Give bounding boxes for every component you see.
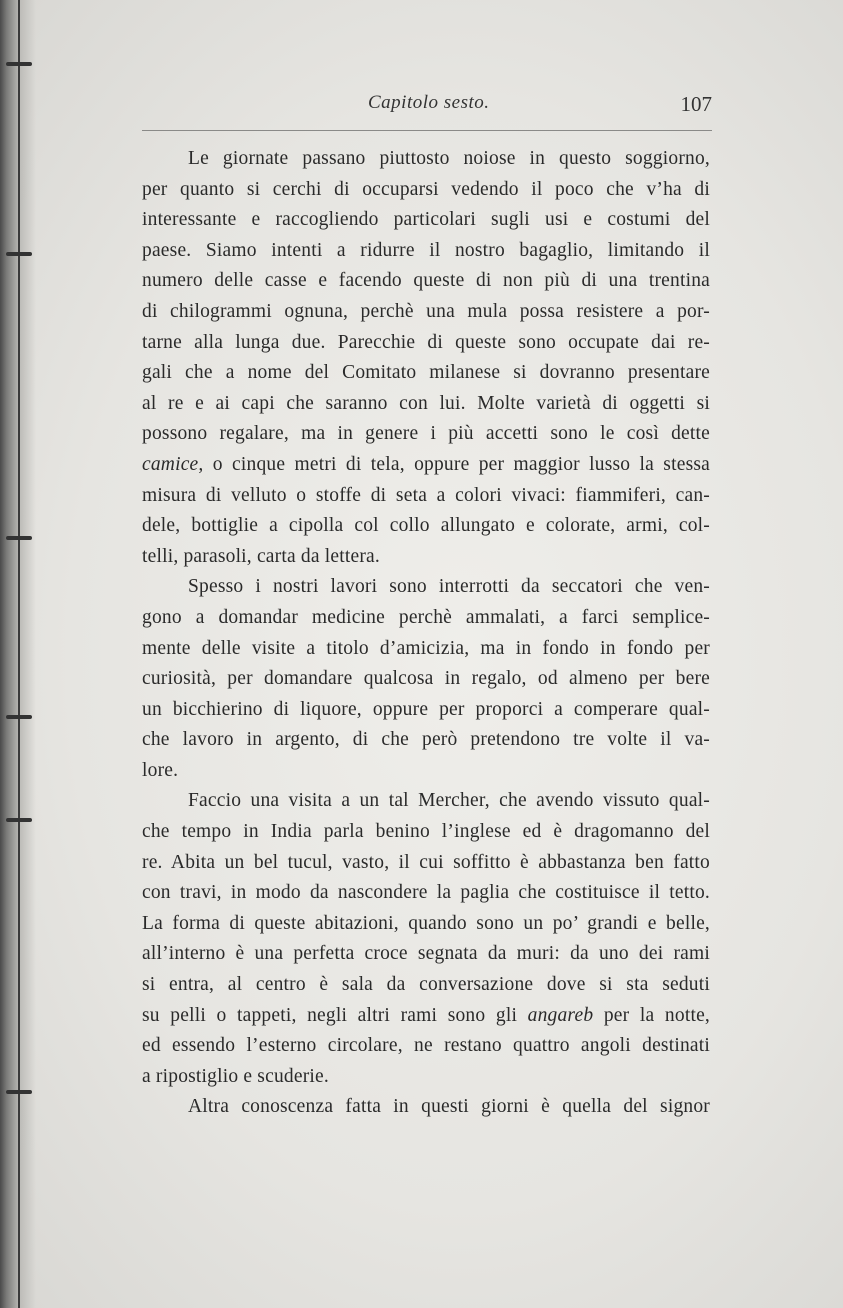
- text-line: misura di velluto o stoffe di seta a colori vivaci: fiammiferi, can-: [142, 484, 710, 506]
- text-line: re. Abita un bel tucul, vasto, il cui soffitto è abbastanza ben fatto: [142, 851, 710, 873]
- binding-stitch-mark: [6, 252, 32, 256]
- text-line: mente delle visite a titolo d’amicizia, ma in fondo in fondo per: [142, 637, 710, 659]
- text-line: Le giornate passano piuttosto noiose in questo soggiorno,: [188, 148, 710, 169]
- page-number: 107: [680, 92, 712, 116]
- body-text: [142, 144, 710, 1123]
- text-line: dele, bottiglie a cipolla col collo allungato e colorate, armi, col-: [142, 515, 710, 537]
- text-line: un bicchierino di liquore, oppure per proporci a comperare qual-: [142, 698, 710, 720]
- text-line: con travi, in modo da nascondere la paglia che costituisce il tetto.: [142, 882, 710, 904]
- text-line: lore.: [142, 759, 179, 781]
- text-line: per quanto si cerchi di occuparsi vedendo il poco che v’ha di: [142, 178, 710, 200]
- text-line: camice, o cinque metri di tela, oppure per maggior lusso la stessa: [142, 453, 710, 475]
- text-line: gono a domandar medicine perchè ammalati, a farci semplice-: [142, 606, 710, 628]
- text-line: curiosità, per domandare qualcosa in regalo, od almeno per bere: [142, 668, 710, 690]
- binding-thread-line: [18, 0, 20, 1308]
- binding-stitch-mark: [6, 818, 32, 822]
- page-header: [142, 92, 712, 126]
- text-line: all’interno è una perfetta croce segnata da muri: da uno dei rami: [142, 943, 710, 965]
- text-line: numero delle casse e facendo queste di non più di una trentina: [142, 270, 710, 292]
- italic-term: camice,: [142, 453, 204, 475]
- text-line: Faccio una visita a un tal Mercher, che avendo vissuto qual-: [188, 790, 710, 812]
- text-line: al re e ai capi che saranno con lui. Molte varietà di oggetti si: [142, 392, 710, 414]
- text-line: ed essendo l’esterno circolare, ne restano quattro angoli destinati: [142, 1035, 710, 1057]
- text-line: Spesso i nostri lavori sono interrotti da seccatori che ven-: [188, 576, 710, 598]
- text-line: interessante e raccogliendo particolari sugli usi e costumi del: [142, 209, 710, 231]
- text-line: paese. Siamo intenti a ridurre il nostro bagaglio, limitando il: [142, 239, 710, 261]
- text-line: su pelli o tappeti, negli altri rami sono gli angareb per la notte,: [142, 1004, 710, 1026]
- text-line: La forma di queste abitazioni, quando sono un po’ grandi e belle,: [142, 912, 710, 934]
- header-rule: [142, 130, 712, 131]
- text-line: gali che a nome del Comitato milanese si dovranno presentare: [142, 362, 710, 384]
- text-line: di chilogrammi ognuna, perchè una mula possa resistere a por-: [142, 300, 710, 322]
- text-line: possono regalare, ma in genere i più accetti sono le così dette: [142, 423, 710, 445]
- binding-stitch-mark: [6, 715, 32, 719]
- text-line: che tempo in India parla benino l’inglese ed è dragomanno del: [142, 821, 710, 843]
- italic-term: angareb: [527, 1004, 594, 1026]
- text-line: tarne alla lunga due. Parecchie di queste sono occupate dai re-: [142, 331, 710, 353]
- text-line: telli, parasoli, carta da lettera.: [142, 545, 380, 567]
- binding-stitch-mark: [6, 536, 32, 540]
- text-line: che lavoro in argento, di che però pretendono tre volte il va-: [142, 729, 710, 751]
- binding-stitch-mark: [6, 1090, 32, 1094]
- text-line: a ripostiglio e scuderie.: [142, 1065, 329, 1087]
- text-line: Altra conoscenza fatta in questi giorni è quella del signor: [188, 1096, 710, 1118]
- text-line: si entra, al centro è sala da conversazione dove si sta seduti: [142, 974, 710, 996]
- binding-stitch-mark: [6, 62, 32, 66]
- running-title: Capitolo sesto.: [368, 92, 490, 113]
